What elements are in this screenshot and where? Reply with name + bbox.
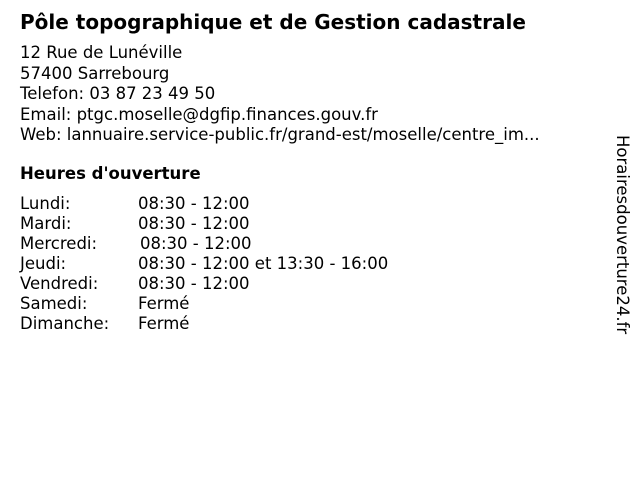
time-value: 08:30 - 12:00 xyxy=(138,274,250,293)
time-value: 08:30 - 12:00 xyxy=(138,214,250,233)
day-label: Vendredi: xyxy=(20,274,99,293)
city-address: 57400 Sarrebourg xyxy=(20,63,170,83)
day-label: Dimanche: xyxy=(20,314,110,333)
time-value: Fermé xyxy=(138,294,190,313)
day-label: Samedi: xyxy=(20,294,88,313)
day-label: Lundi: xyxy=(20,194,71,213)
time-value: 08:30 - 12:00 xyxy=(138,194,250,213)
time-value: 08:30 - 12:00 xyxy=(140,234,252,253)
page-title: Pôle topographique et de Gestion cadastrale xyxy=(20,10,526,34)
phone-number[interactable]: Telefon: 03 87 23 49 50 xyxy=(20,84,216,103)
website-link[interactable]: Web: lannuaire.service-public.fr/grand-est/moselle/centre_im... xyxy=(20,125,540,144)
time-value: Fermé xyxy=(138,314,190,333)
time-value: 08:30 - 12:00 et 13:30 - 16:00 xyxy=(138,254,389,273)
side-brand-text: Horairesdouverture24.fr xyxy=(613,135,632,335)
day-label: Jeudi: xyxy=(20,254,67,273)
address-block xyxy=(20,43,540,146)
day-label: Mardi: xyxy=(20,214,72,233)
day-label: Mercredi: xyxy=(20,234,98,253)
street-address: 12 Rue de Lunéville xyxy=(20,43,183,62)
hours-heading: Heures d'ouverture xyxy=(20,164,201,183)
email-address[interactable]: Email: ptgc.moselle@dgfip.finances.gouv.fr xyxy=(20,104,378,124)
